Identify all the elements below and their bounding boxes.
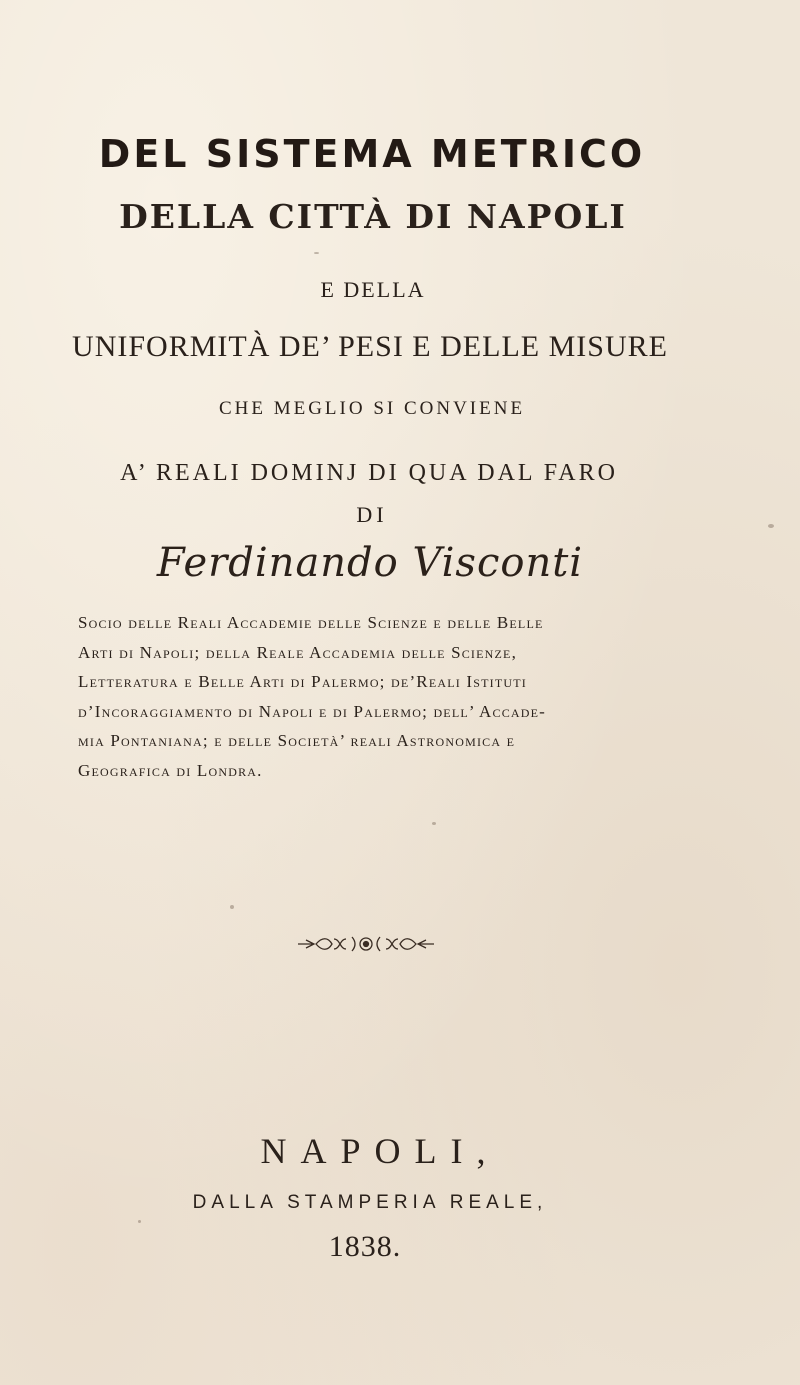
author-by: DI [356,502,388,527]
imprint-printer: DALLA STAMPERIA REALE, [192,1192,548,1213]
floral-ornament-icon [296,933,436,955]
paper-speck [768,524,774,528]
author-description-line: d’Incoraggiamento di Napoli e di Palermo; dell’ Accade- [78,701,547,721]
author-description-line: Arti di Napoli; della Reale Accademia delle Scienze, [78,642,518,662]
paper-speck [314,252,319,254]
title-line-4: UNIFORMITÀ DE’ PESI E DELLE MISURE [72,330,668,363]
author-description-line: mia Pontaniana; e delle Società’ reali Astronomica e [78,731,516,750]
author-description [78,608,678,785]
paper-speck [230,905,234,909]
imprint-year: 1838. [328,1230,402,1263]
title-line-2: DELLA CITTÀ DI NAPOLI [119,197,627,236]
title-line-3: E DELLA [320,277,426,302]
title-line-6: A’ REALI DOMINJ DI QUA DAL FARO [120,460,618,486]
author-name: Ferdinando Visconti [156,540,584,586]
author-description-line: Socio delle Reali Accademie delle Scienze e delle Belle [78,613,544,632]
paper-speck [432,822,436,825]
author-description-line: Geografica di Londra. [78,760,263,780]
title-line-5: CHE MEGLIO SI CONVIENE [218,398,526,419]
imprint-city: NAPOLI, [260,1131,500,1171]
author-description-line: Letteratura e Belle Arti di Palermo; de’Reali Istituti [78,672,528,691]
title-line-1: DEL SISTEMA METRICO [98,132,646,176]
paper-speck [138,1220,141,1223]
